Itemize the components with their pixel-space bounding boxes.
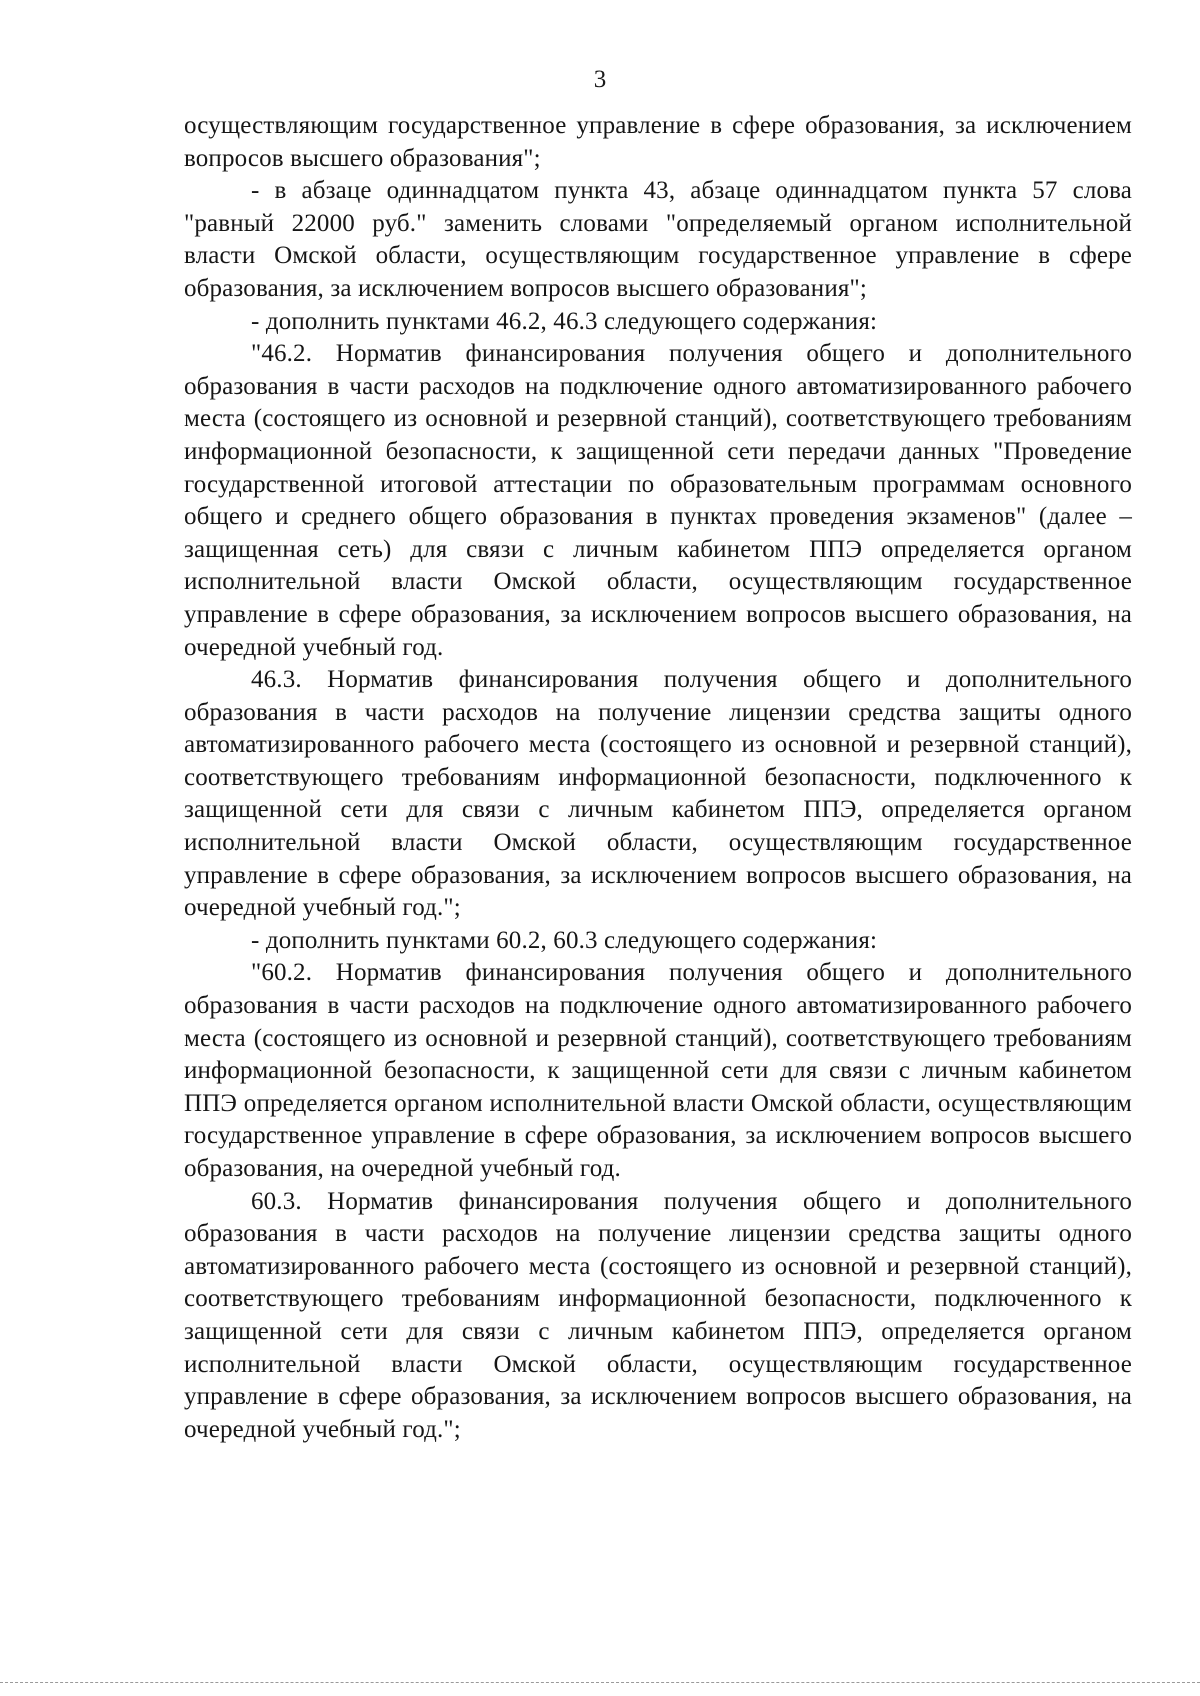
document-body — [184, 110, 1132, 1446]
paragraph-continuation: осуществляющим государственное управление в сфере образования, за исключением вопросов высшего образования"; — [184, 112, 1132, 172]
page-bottom-rule — [0, 1682, 1200, 1683]
paragraph-add-46: - дополнить пунктами 46.2, 46.3 следующего содержания: — [251, 307, 878, 335]
paragraph-60-3: 60.3. Норматив финансирования получения общего и дополнительного образования в части расходов на получение лицензии средства защиты одного автоматизированного рабочего места (состоящего из основной и резервной станций), соответствующего требованиям информационной безопасности, подключенного к защищенной сети для связи с личным кабинетом ППЭ, определяется органом исполнительной власти Омской области, осуществляющим государственное управление в сфере образования, за исключением вопросов высшего образования, на очередной учебный год."; — [184, 1187, 1132, 1443]
paragraph-46-2: "46.2. Норматив финансирования получения общего и дополнительного образования в части расходов на подключение одного автоматизированного рабочего места (состоящего из основной и резервной станций), соответствующего требованиям информационной безопасности, к защищенной сети передачи данных "Проведение государственной итоговой аттестации по образовательным программам основного общего и среднего общего образования в пунктах проведения экзаменов" (далее – защищенная сеть) для связи с личным кабинетом ППЭ определяется органом исполнительной власти Омской области, осуществляющим государственное управление в сфере образования, за исключением вопросов высшего образования, на очередной учебный год. — [184, 340, 1132, 661]
paragraph-add-60: - дополнить пунктами 60.2, 60.3 следующего содержания: — [251, 926, 878, 954]
paragraph-46-3: 46.3. Норматив финансирования получения общего и дополнительного образования в части расходов на получение лицензии средства защиты одного автоматизированного рабочего места (состоящего из основной и резервной станций), соответствующего требованиям информационной безопасности, подключенного к защищенной сети для связи с личным кабинетом ППЭ, определяется органом исполнительной власти Омской области, осуществляющим государственное управление в сфере образования, за исключением вопросов высшего образования, на очередной учебный год."; — [184, 666, 1132, 922]
page-number: 3 — [593, 66, 607, 93]
paragraph-amendment-43-57: - в абзаце одиннадцатом пункта 43, абзаце одиннадцатом пункта 57 слова "равный 22000 руб." заменить словами "определяемый органом исполнительной власти Омской области, осуществляющим государственное управление в сфере образования, за исключением вопросов высшего образования"; — [184, 177, 1132, 302]
paragraph-60-2: "60.2. Норматив финансирования получения общего и дополнительного образования в части расходов на подключение одного автоматизированного рабочего места (состоящего из основной и резервной станций), соответствующего требованиям информационной безопасности, к защищенной сети для связи с личным кабинетом ППЭ определяется органом исполнительной власти Омской области, осуществляющим государственное управление в сфере образования, за исключением вопросов высшего образования, на очередной учебный год. — [184, 959, 1132, 1182]
